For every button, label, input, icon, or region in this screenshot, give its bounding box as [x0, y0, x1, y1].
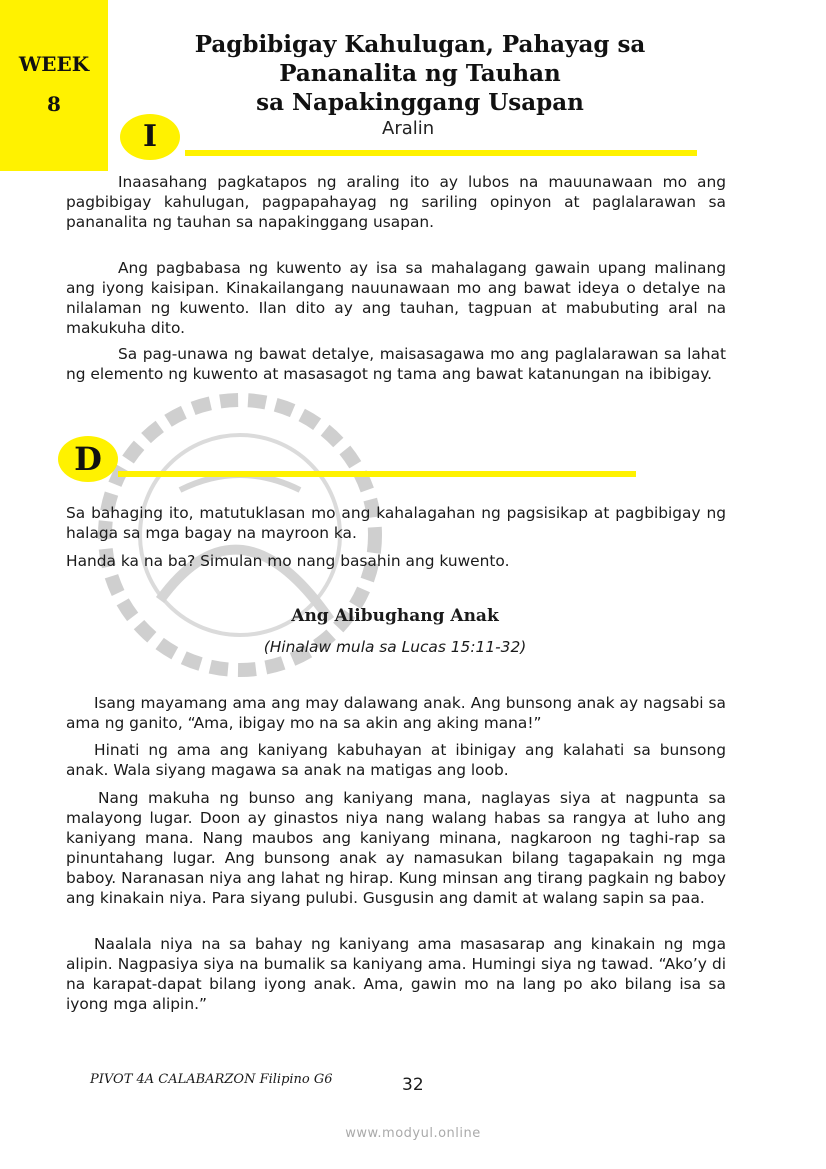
- title-line-1: Pagbibigay Kahulugan, Pahayag sa: [194, 31, 646, 58]
- section-d-badge: D: [58, 436, 118, 482]
- story-title: Ang Alibughang Anak: [291, 606, 499, 626]
- title-line-3: sa Napakinggang Usapan: [256, 89, 584, 116]
- section-i-rule: [185, 150, 697, 156]
- site-watermark: www.modyul.online: [345, 1126, 481, 1141]
- intro-paragraph-1: Inaasahang pagkatapos ng araling ito ay lubos na mauunawaan mo ang pagbibigay kahulugan, pagpapahayag ng sariling opinyon at paglalarawan sa pananalita ng tauhan sa napakinggang usapan.: [66, 173, 726, 231]
- section-d-paragraph-1: Sa bahaging ito, matutuklasan mo ang kahalagahan ng pagsisikap at pagbibigay ng halaga sa mga bagay na mayroon ka.: [66, 504, 726, 542]
- page-number: 32: [402, 1075, 424, 1095]
- story-paragraph-1: Isang mayamang ama ang may dalawang anak. Ang bunsong anak ay nagsabi sa ama ng ganito, “Ama, ibigay mo na sa akin ang aking mana!”: [66, 694, 726, 732]
- intro-paragraph-2: Ang pagbabasa ng kuwento ay isa sa mahalagang gawain upang malinang ang iyong kaisipan. Kinakailangang nauunawaan mo ang bawat ideya o detalye na nilalaman ng kuwento. Ilan dito ay ang tauhan, tagpuan at mabubuting aral na makukuha dito.: [66, 259, 726, 337]
- story-paragraph-3: Nang makuha ng bunso ang kaniyang mana, naglayas siya at nagpunta sa malayong lugar. Doon ay ginastos niya nang walang habas sa rangya at luho ang kaniyang mana. Nang maubos ang kaniyang minana, nagkaroon ng taghi-rap sa pinuntahang lugar. Ang bunsong anak ay namasukan bilang tagapakain ng mga baboy. Naranasan niya ang lahat ng hirap. Kung minsan ang tirang pagkain ng baboy ang kinakain niya. Para siyang pulubi. Gusgusin ang damit at walang sapin sa paa.: [66, 789, 726, 907]
- section-d-rule: [118, 471, 636, 477]
- week-number: 8: [47, 92, 61, 116]
- section-d-paragraph-2: Handa ka na ba? Simulan mo nang basahin ang kuwento.: [66, 552, 510, 570]
- title-line-2: Pananalita ng Tauhan: [279, 60, 561, 87]
- aralin-label: Aralin: [382, 118, 435, 139]
- week-label: WEEK: [18, 52, 90, 76]
- story-paragraph-4: Naalala niya na sa bahay ng kaniyang ama masasarap ang kinakain ng mga alipin. Nagpasiya siya na bumalik sa kaniyang ama. Humingi siya ng tawad. “Ako’y di na karapat-dapat bilang iyong anak. Ama, gawin mo na lang po ako bilang isa sa iyong mga alipin.”: [66, 935, 726, 1013]
- story-source: (Hinalaw mula sa Lucas 15:11-32): [263, 638, 527, 656]
- story-paragraph-2: Hinati ng ama ang kaniyang kabuhayan at ibinigay ang kalahati sa bunsong anak. Wala siyang magawa sa anak na matigas ang loob.: [66, 741, 726, 779]
- section-i-badge: I: [120, 114, 180, 160]
- week-badge: [0, 0, 108, 171]
- intro-paragraph-3: Sa pag-unawa ng bawat detalye, maisasagawa mo ang paglalarawan sa lahat ng elemento ng kuwento at masasagot ng tama ang bawat katanungan na ibibigay.: [66, 345, 726, 383]
- footer-source: PIVOT 4A CALABARZON Filipino G6: [90, 1072, 333, 1087]
- page-title: [150, 30, 690, 117]
